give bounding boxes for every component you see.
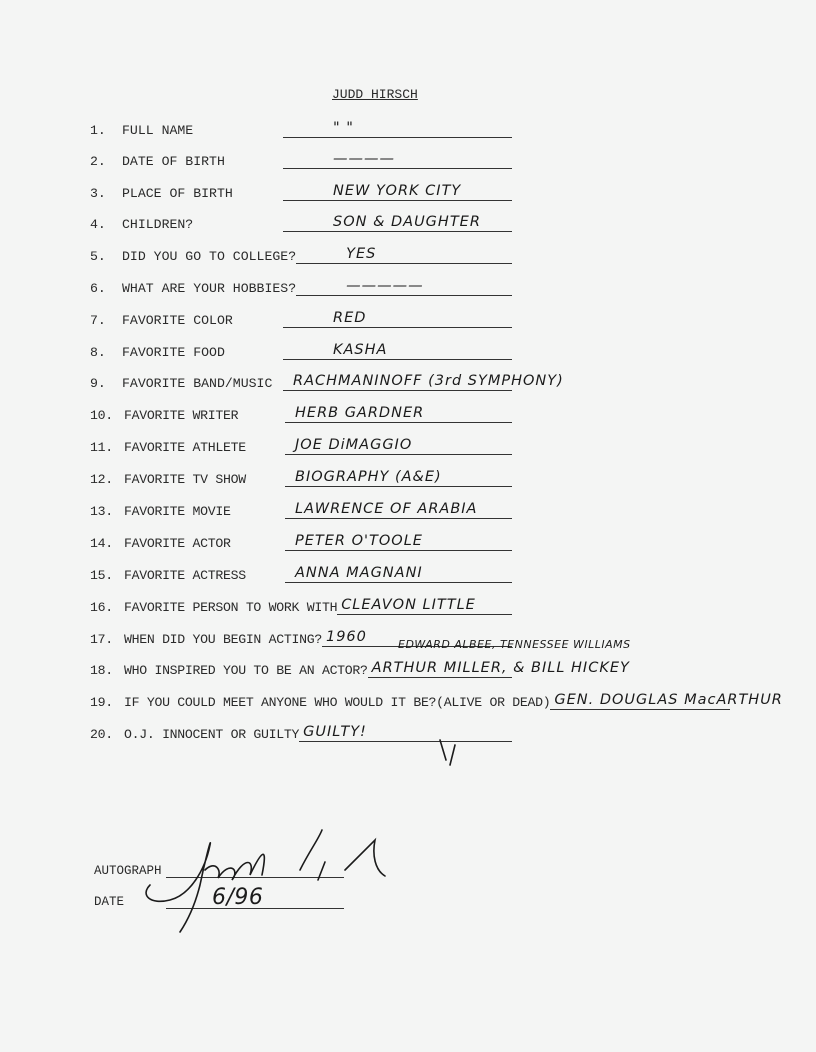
question-number: 9. <box>90 376 106 391</box>
answer-text: KASHA <box>333 342 388 358</box>
question-number: 12. <box>90 472 113 487</box>
question-label: CHILDREN? <box>122 217 194 232</box>
question-number: 8. <box>90 345 106 360</box>
question-label: FAVORITE BAND/MUSIC <box>122 376 273 391</box>
question-number: 6. <box>90 281 106 296</box>
form-title: JUDD HIRSCH <box>332 87 418 102</box>
question-number: 15. <box>90 568 113 583</box>
question-number: 13. <box>90 504 113 519</box>
date-label: DATE <box>94 895 125 909</box>
question-number: 10. <box>90 408 113 423</box>
question-label: PLACE OF BIRTH <box>122 186 233 201</box>
question-number: 7. <box>90 313 106 328</box>
answer-text: RACHMANINOFF (3rd SYMPHONY) <box>293 373 564 389</box>
answer-text: ANNA MAGNANI <box>295 565 423 581</box>
answer-text: " " <box>333 120 354 136</box>
question-label: FAVORITE MOVIE <box>124 504 231 519</box>
question-label: FAVORITE ATHLETE <box>124 440 246 455</box>
date-value: 6/96 <box>212 885 264 910</box>
answer-text: GUILTY! <box>303 724 367 740</box>
question-number: 5. <box>90 249 106 264</box>
question-label: DID YOU GO TO COLLEGE? <box>122 249 297 264</box>
question-label: DATE OF BIRTH <box>122 154 225 169</box>
answer-18-extra: EDWARD ALBEE, TENNESSEE WILLIAMS <box>398 638 631 651</box>
question-number: 1. <box>90 123 106 138</box>
question-label: FAVORITE COLOR <box>122 313 233 328</box>
answer-text: RED <box>333 310 367 326</box>
question-number: 16. <box>90 600 113 615</box>
question-label: FAVORITE WRITER <box>124 408 239 423</box>
answer-text: LAWRENCE OF ARABIA <box>295 501 478 517</box>
answer-text: BIOGRAPHY (A&E) <box>295 469 442 485</box>
question-label: FAVORITE ACTOR <box>124 536 231 551</box>
answer-text: CLEAVON LITTLE <box>341 597 476 613</box>
answer-text: ARTHUR MILLER, & BILL HICKEY <box>371 660 630 676</box>
answer-text: PETER O'TOOLE <box>295 533 423 549</box>
question-label: IF YOU COULD MEET ANYONE WHO WOULD IT BE?(ALIVE OR DEAD) <box>124 695 551 710</box>
answer-text: 1960 <box>325 629 367 645</box>
question-number: 20. <box>90 727 113 742</box>
question-label: O.J. INNOCENT OR GUILTY <box>124 727 300 742</box>
question-label: FULL NAME <box>122 123 194 138</box>
question-label: FAVORITE PERSON TO WORK WITH <box>124 600 338 615</box>
question-number: 3. <box>90 186 106 201</box>
answer-text: SON & DAUGHTER <box>333 214 481 230</box>
answer-text: ————— <box>346 278 424 294</box>
question-label: FAVORITE TV SHOW <box>124 472 246 487</box>
answer-text: JOE DiMAGGIO <box>295 437 413 453</box>
answer-text: NEW YORK CITY <box>333 183 462 199</box>
question-label: FAVORITE ACTRESS <box>124 568 246 583</box>
question-number: 4. <box>90 217 106 232</box>
answer-text: GEN. DOUGLAS MacARTHUR <box>554 692 783 708</box>
question-number: 19. <box>90 695 113 710</box>
answer-text: ———— <box>333 151 395 167</box>
question-label: FAVORITE FOOD <box>122 345 225 360</box>
question-number: 2. <box>90 154 106 169</box>
question-label: WHO INSPIRED YOU TO BE AN ACTOR? <box>124 663 368 678</box>
answer-text: YES <box>346 246 377 262</box>
answer-text: HERB GARDNER <box>295 405 425 421</box>
autograph-label: AUTOGRAPH <box>94 864 162 878</box>
question-number: 14. <box>90 536 113 551</box>
question-number: 18. <box>90 663 113 678</box>
question-label: WHAT ARE YOUR HOBBIES? <box>122 281 297 296</box>
question-label: WHEN DID YOU BEGIN ACTING? <box>124 632 322 647</box>
question-number: 11. <box>90 440 113 455</box>
question-number: 17. <box>90 632 113 647</box>
